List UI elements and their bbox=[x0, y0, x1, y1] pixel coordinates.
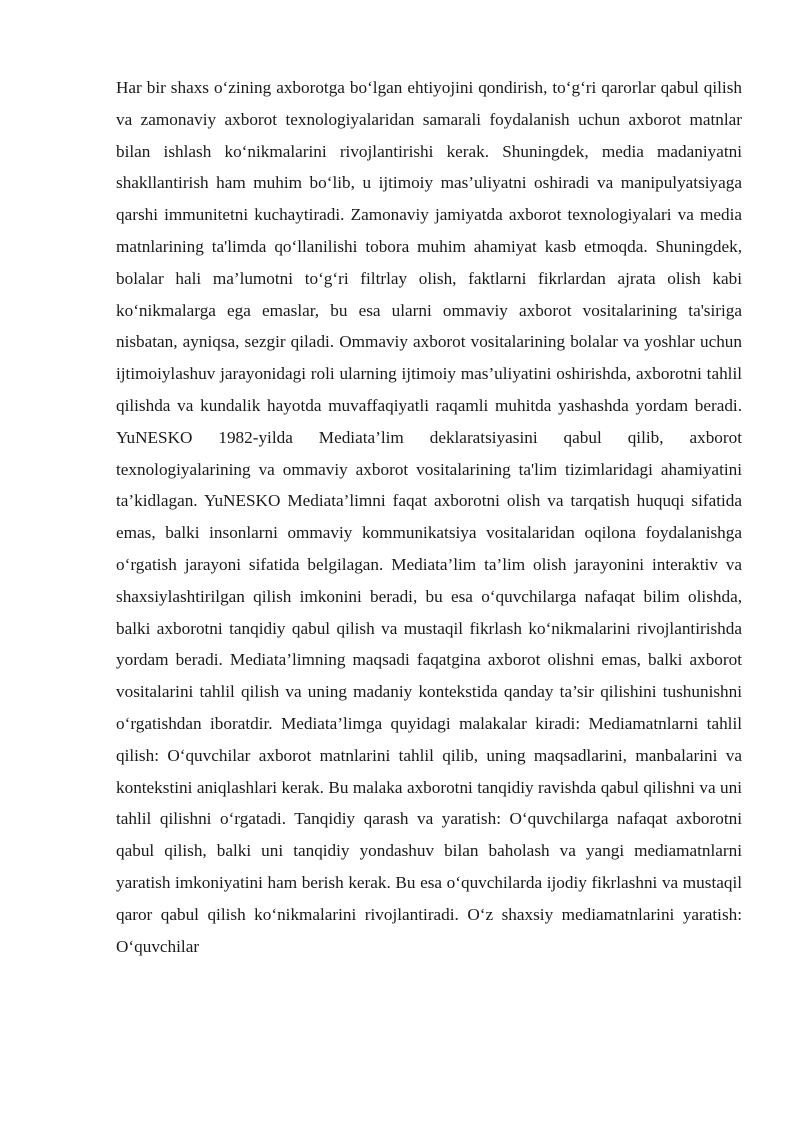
body-paragraph: Har bir shaxs o‘zining axborotga bo‘lgan ehtiyojini qondirish, to‘g‘ri qarorlar qabul qilish va zamonaviy axborot texnologiyalaridan samarali foydalanish uchun axborot matnlar bilan ishlash ko‘nikmalarini rivojlantirishi kerak. Shuningdek, media madaniyatni shakllantirish ham muhim bo‘lib, u ijtimoiy mas’uliyatni oshiradi va manipulyatsiyaga qarshi immunitetni kuchaytiradi. Zamonaviy jamiyatda axborot texnologiyalari va media matnlarining ta'limda qo‘llanilishi tobora muhim ahamiyat kasb etmoqda. Shuningdek, bolalar hali ma’lumotni to‘g‘ri filtrlay olish, faktlarni fikrlardan ajrata olish kabi ko‘nikmalarga ega emaslar, bu esa ularni ommaviy axborot vositalarining ta'siriga nisbatan, ayniqsa, sezgir qiladi. Ommaviy axborot vositalarining bolalar va yoshlar uchun ijtimoiylashuv jarayonidagi roli ularning ijtimoiy mas’uliyatini oshirishda, axborotni tahlil qilishda va kundalik hayotda muvaffaqiyatli raqamli muhitda yashashda yordam beradi. YuNESKO 1982-yilda Mediata’lim deklaratsiyasini qabul qilib, axborot texnologiyalarining va ommaviy axborot vositalarining ta'lim tizimlaridagi ahamiyatini ta’kidlagan. YuNESKO Mediata’limni faqat axborotni olish va tarqatish huquqi sifatida emas, balki insonlarni ommaviy kommunikatsiya vositalaridan oqilona foydalanishga o‘rgatish jarayoni sifatida belgilagan. Mediata’lim ta’lim olish jarayonini interaktiv va shaxsiylashtirilgan qilish imkonini beradi, bu esa o‘quvchilarga nafaqat bilim olishda, balki axborotni tanqidiy qabul qilish va mustaqil fikrlash ko‘nikmalarini rivojlantirishda yordam beradi. Mediata’limning maqsadi faqatgina axborot olishni emas, balki axborot vositalarini tahlil qilish va uning madaniy kontekstida qanday ta’sir qilishini tushunishni o‘rgatishdan iboratdir. Mediata’limga quyidagi malakalar kiradi: Mediamatnlarni tahlil qilish: O‘quvchilar axborot matnlarini tahlil qilib, uning maqsadlarini, manbalarini va kontekstini aniqlashlari kerak. Bu malaka axborotni tanqidiy ravishda qabul qilishni va uni tahlil qilishni o‘rgatadi. Tanqidiy qarash va yaratish: O‘quvchilarga nafaqat axborotni qabul qilish, balki uni tanqidiy yondashuv bilan baholash va yangi mediamatnlarni yaratish imkoniyatini ham berish kerak. Bu esa o‘quvchilarda ijodiy fikrlashni va mustaqil qaror qabul qilish ko‘nikmalarini rivojlantiradi. O‘z shaxsiy mediamatnlarini yaratish: O‘quvchilar bbox=[116, 78, 742, 956]
document-page bbox=[116, 72, 742, 962]
